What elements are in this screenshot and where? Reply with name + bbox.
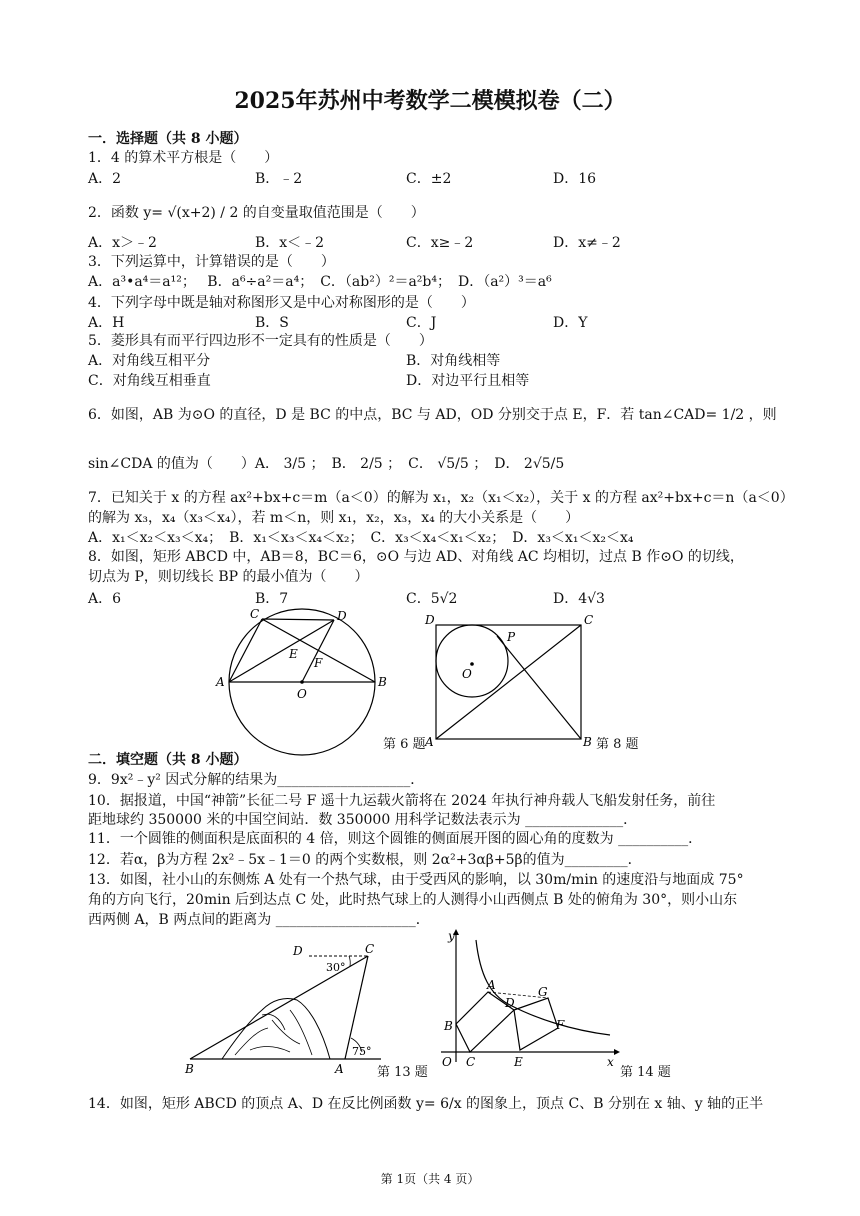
q1-option-a: A．2 (88, 171, 122, 187)
q1-option-c: C．±2 (406, 171, 452, 187)
q5-option-b: B．对角线相等 (406, 353, 501, 369)
q4-option-b: B．S (255, 315, 289, 331)
fig14-label-f: F (556, 1018, 565, 1032)
q2-option-a: A．x＞﹣2 (88, 235, 157, 251)
section-choice-heading: 一．选择题（共 8 小题） (88, 131, 248, 147)
q14-text: 14．如图，矩形 ABCD 的顶点 A、D 在反比例函数 y= 6/x 的图象上，顶点 C、B 分别在 x 轴、y 轴的正半 (88, 1096, 764, 1112)
q13-line3: 西两侧 A，B 两点间的距离为 ____________________． (88, 912, 430, 928)
fig14-label-e: E (514, 1055, 523, 1069)
q5-option-a: A．对角线互相平分 (88, 353, 211, 369)
fig13-label-30deg: 30° (326, 961, 346, 974)
q8-option-a: A．6 (88, 591, 122, 607)
fig8-label-a: A (425, 735, 434, 749)
q8-line2: 切点为 P，则切线长 BP 的最小值为（ ） (88, 569, 369, 585)
figure-14-caption: 第 14 题 (620, 1065, 671, 1080)
q5-option-c: C．对角线互相垂直 (88, 373, 211, 389)
q3-options: A．a³•a⁴＝a¹²； B．a⁶÷a²＝a⁴； C．（ab²）²＝a²b⁴； D．（a²）³＝a⁶ (88, 274, 552, 290)
fig14-label-d: D (505, 996, 515, 1010)
q2-option-c: C．x≥﹣2 (406, 235, 474, 251)
q7-line1: 7．已知关于 x 的方程 ax²+bx+c＝m（a＜0）的解为 x₁，x₂（x₁＜x₂），关于 x 的方程 ax²+bx+c＝n（a＜0） (88, 490, 794, 506)
fig8-label-c: C (584, 613, 594, 627)
q5-option-d: D．对边平行且相等 (406, 373, 530, 389)
fig14-label-g: G (538, 985, 548, 999)
fig14-label-b: B (444, 1019, 453, 1033)
q1-stem: 1．4 的算术平方根是（ ） (88, 150, 279, 166)
fig6-label-o: O (297, 687, 307, 701)
fig8-label-o: O (462, 667, 472, 681)
fig8-label-b: B (583, 735, 592, 749)
q4-option-d: D．Y (553, 315, 588, 331)
fig13-label-75deg: 75° (352, 1045, 372, 1058)
figure-13-caption: 第 13 题 (377, 1065, 428, 1080)
q2-stem: 2．函数 y= √(x+2) / 2 的自变量取值范围是（ ） (88, 205, 425, 221)
figure-8-caption: 第 8 题 (596, 737, 639, 752)
q10-line1: 10．据报道，中国“神箭”长征二号 F 遥十九运载火箭将在 2024 年执行神舟载人飞船发射任务，前往 (88, 793, 716, 809)
fig13-label-d: D (293, 944, 303, 958)
fig8-label-d: D (425, 613, 435, 627)
q6-line1: 6．如图，AB 为⊙O 的直径，D 是 BC 的中点，BC 与 AD，OD 分别交于点 E，F．若 tan∠CAD= 1/2 ，则 (88, 407, 777, 423)
fig13-label-c: C (365, 942, 375, 956)
q4-option-a: A．H (88, 315, 125, 331)
q1-option-b: B．﹣2 (255, 171, 303, 187)
q4-stem: 4．下列字母中既是轴对称图形又是中心对称图形的是（ ） (88, 295, 475, 311)
q8-option-d: D．4√3 (553, 591, 605, 607)
fig13-label-a: A (335, 1062, 344, 1076)
section-fill-heading: 二．填空题（共 8 小题） (88, 752, 248, 768)
fig6-label-b: B (378, 675, 387, 689)
fig13-label-b: B (185, 1062, 194, 1076)
q8-option-b: B．7 (255, 591, 289, 607)
q5-stem: 5．菱形具有而平行四边形不一定具有的性质是（ ） (88, 333, 433, 349)
q7-line2: 的解为 x₃，x₄（x₃＜x₄），若 m＜n，则 x₁，x₂，x₃，x₄ 的大小关系是（ ） (88, 510, 580, 526)
page-footer: 第 1页（共 4 页） (380, 1172, 480, 1186)
q11-text: 11．一个圆锥的侧面积是底面积的 4 倍，则这个圆锥的侧面展开图的圆心角的度数为 __________． (88, 831, 703, 847)
q8-option-c: C．5√2 (406, 591, 458, 607)
fig14-label-o: O (442, 1055, 452, 1069)
fig6-label-c: C (250, 607, 260, 621)
q1-option-d: D．16 (553, 171, 597, 187)
q7-options: A．x₁＜x₂＜x₃＜x₄； B．x₁＜x₃＜x₄＜x₂； C．x₃＜x₄＜x₁＜x₂； D．x₃＜x₁＜x₂＜x₄ (88, 530, 634, 546)
q2-option-b: B．x＜﹣2 (255, 235, 325, 251)
fig6-label-f: F (314, 656, 323, 670)
fig6-label-d: D (337, 609, 347, 623)
figure-6-caption: 第 6 题 (383, 737, 426, 752)
page-title: 2025年苏州中考数学二模模拟卷（二） (234, 88, 626, 114)
q12-text: 12．若α，β为方程 2x²﹣5x﹣1＝0 的两个实数根，则 2α²+3αβ+5β的值为_________． (88, 852, 642, 868)
q13-line2: 角的方向飞行，20min 后到达点 C 处，此时热气球上的人测得小山西侧点 B 处的俯角为 30°，则小山东 (88, 892, 738, 908)
fig14-label-c: C (466, 1055, 476, 1069)
q9-text: 9．9x²﹣y² 因式分解的结果为___________________． (88, 772, 425, 788)
q6-line2: sin∠CDA 的值为（ ）A． 3/5 ； B． 2/5 ； C． √5/5 ； D． 2√5/5 (88, 456, 565, 472)
q10-line2: 距地球约 350000 米的中国空间站．数 350000 用科学记数法表示为 ______________． (88, 812, 638, 828)
q3-stem: 3．下列运算中，计算错误的是（ ） (88, 254, 335, 270)
q13-line1: 13．如图，社小山的东侧炼 A 处有一个热气球，由于受西风的影响，以 30m/min 的速度沿与地面成 75° (88, 872, 744, 888)
fig14-label-a: A (487, 978, 496, 992)
fig14-label-y: y (448, 929, 455, 943)
fig6-label-a: A (216, 675, 225, 689)
q2-option-d: D．x≠﹣2 (553, 235, 621, 251)
q4-option-c: C．J (406, 315, 437, 331)
fig14-label-x: x (607, 1055, 614, 1069)
q8-line1: 8．如图，矩形 ABCD 中，AB＝8，BC＝6，⊙O 与边 AD、对角线 AC 均相切，过点 B 作⊙O 的切线， (88, 549, 744, 565)
fig6-label-e: E (289, 647, 298, 661)
fig8-label-p: P (507, 630, 516, 644)
